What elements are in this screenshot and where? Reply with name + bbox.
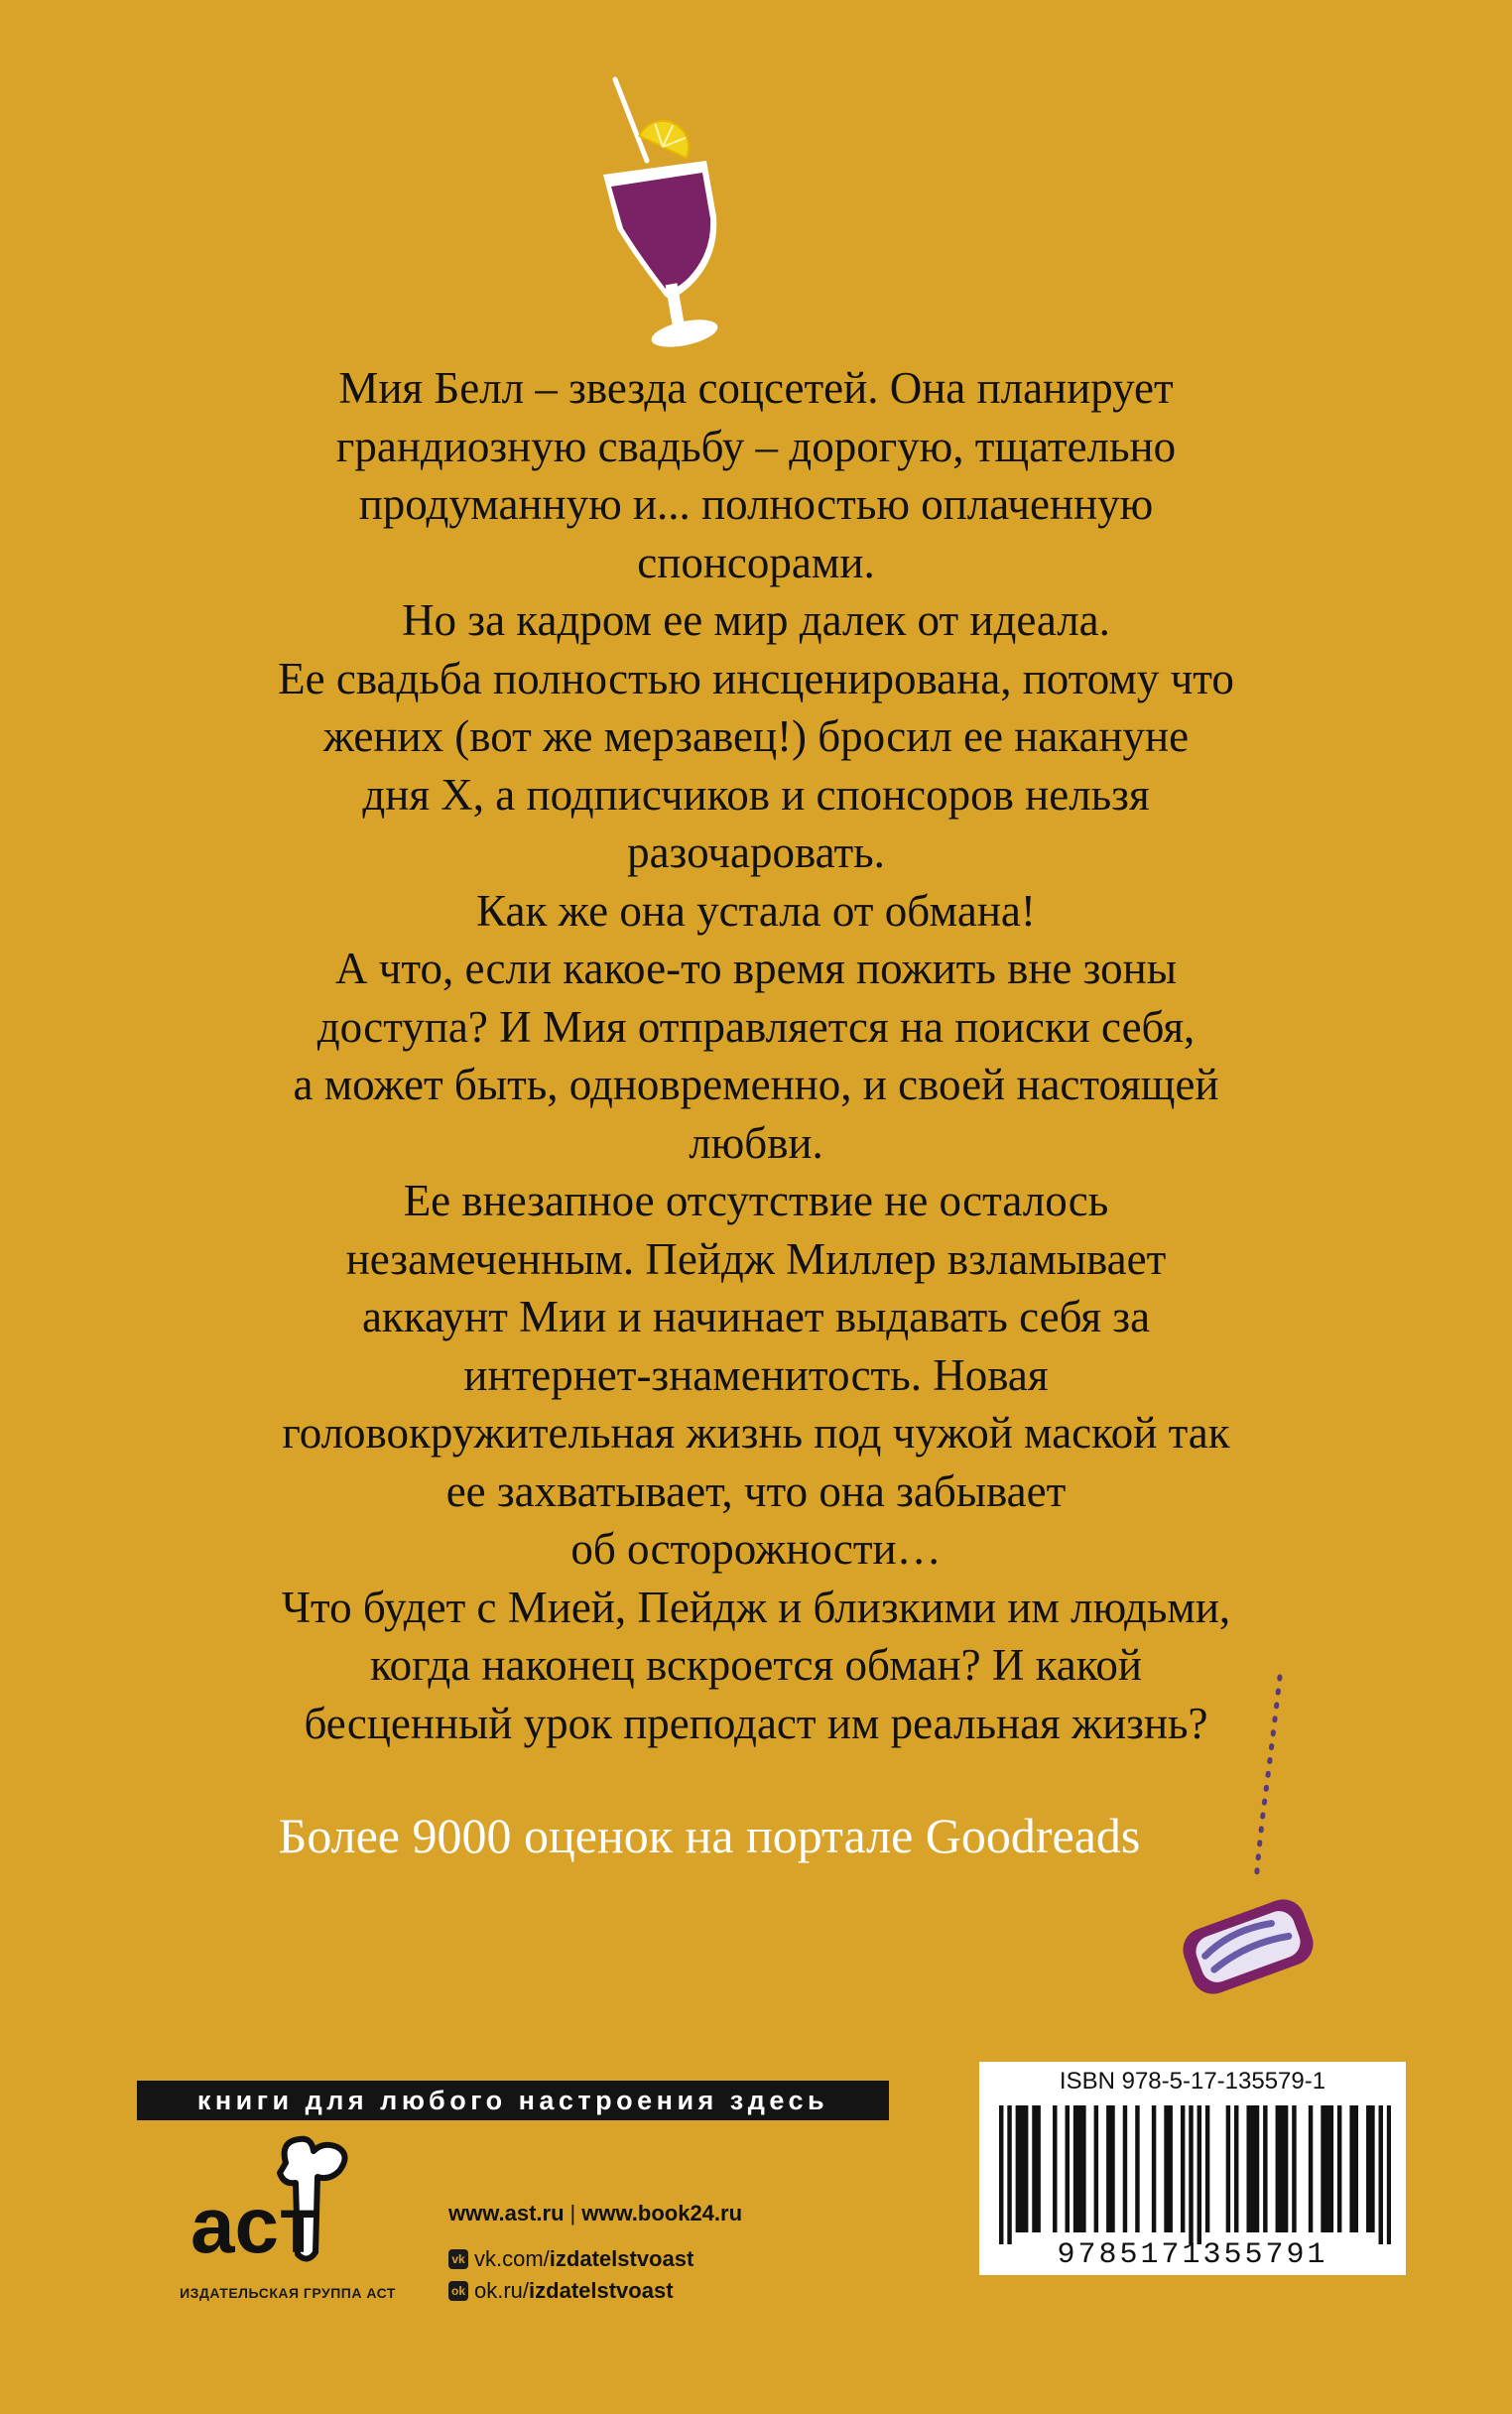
blurb-line: интернет-знаменитость. Новая (463, 1349, 1049, 1400)
isbn-digits: 9785171355791 (1057, 2238, 1328, 2272)
barcode-bar (1053, 2105, 1057, 2232)
blurb-line: Что будет с Мией, Пейдж и близкими им людьми, (281, 1582, 1231, 1632)
ok-prefix: ok.ru/ (474, 2278, 530, 2303)
ok-link-row[interactable] (448, 2275, 742, 2307)
isbn-barcode-box (979, 2062, 1406, 2275)
blurb-line: ее захватывает, что она забывает (445, 1465, 1067, 1516)
barcode-bar (1007, 2105, 1011, 2244)
barcode-bar (1110, 2105, 1114, 2232)
barcode-bar (1016, 2105, 1020, 2232)
barcode-bar (1255, 2105, 1259, 2232)
barcode-bar (1349, 2105, 1353, 2232)
barcode-bar (1106, 2105, 1110, 2232)
barcode-bar (1309, 2105, 1313, 2232)
barcode-bar (1226, 2105, 1230, 2232)
barcode-bar (1276, 2105, 1280, 2232)
blurb-line: об осторожности… (570, 1524, 942, 1574)
barcode-bar (1152, 2105, 1156, 2232)
barcode-bar (1234, 2105, 1238, 2232)
barcode-bar (1168, 2105, 1172, 2232)
barcode-bar (1081, 2105, 1085, 2232)
blurb-line: головокружительная жизнь под чужой маской так (282, 1408, 1230, 1458)
blurb-line: грандиозную свадьбу – дорогую, тщательно (335, 421, 1177, 471)
barcode-bar (1024, 2105, 1028, 2232)
publisher-links (448, 2198, 742, 2307)
barcode-bar (1077, 2105, 1081, 2232)
barcode-bar (1324, 2105, 1328, 2232)
barcode-bar (1246, 2105, 1250, 2232)
barcode-bar (1020, 2105, 1024, 2232)
blurb-line: дня Х, а подписчиков и спонсоров нельзя (362, 769, 1150, 820)
blurb-line: незамеченным. Пейдж Миллер взламывает (345, 1233, 1167, 1284)
ok-icon: ok (448, 2281, 468, 2301)
barcode-bar (1370, 2105, 1374, 2232)
blurb-line: Но за кадром ее мир далек от идеала. (402, 595, 1110, 645)
blurb-text (69, 359, 1443, 1752)
blurb-line: Ее свадьба полностью инсценирована, потому что (278, 653, 1234, 703)
cocktail-illustration (585, 69, 764, 367)
vk-link-row[interactable] (448, 2243, 742, 2275)
website-link-ast[interactable]: www.ast.ru (448, 2201, 565, 2225)
barcode-bar (1094, 2105, 1098, 2232)
barcode-graphic (999, 2105, 1391, 2244)
blurb-line: когда наконец вскроется обман? И какой (370, 1640, 1142, 1690)
blurb-line: Ее внезапное отсутствие не осталось (403, 1176, 1109, 1225)
vk-icon: vk (448, 2249, 468, 2269)
blurb-line: разочаровать. (627, 827, 885, 877)
vk-handle: izdatelstvoast (549, 2246, 694, 2271)
barcode-bar (1197, 2105, 1201, 2244)
blurb-line: Мия Белл – звезда соцсетей. Она планирует (338, 363, 1174, 413)
barcode-bar (1123, 2105, 1127, 2232)
barcode-bar (1366, 2105, 1370, 2232)
blurb-line: доступа? И Мия отправляется на поиски себя, (316, 1001, 1196, 1052)
blurb-line: любви. (689, 1117, 823, 1168)
ast-logo (189, 2133, 377, 2282)
blurb-line: бесценный урок преподаст им реальная жизнь? (304, 1698, 1208, 1748)
blurb-line: Как же она устала от обмана! (476, 885, 1036, 936)
website-link-book24[interactable]: www.book24.ru (581, 2201, 743, 2225)
barcode-bar (1251, 2105, 1255, 2232)
barcode-bar (1292, 2105, 1296, 2232)
blurb-line: аккаунт Мии и начинает выдавать себя за (361, 1292, 1151, 1341)
barcode-bar (1073, 2105, 1077, 2232)
phone-illustration (1161, 1657, 1329, 1994)
barcode-bar (1066, 2105, 1070, 2232)
blurb-line: жених (вот же мерзавец!) бросил ее накануне (322, 711, 1190, 761)
barcode-bar (1036, 2105, 1040, 2232)
website-row (448, 2198, 742, 2229)
barcode-bar (1164, 2105, 1168, 2232)
blurb-line: а может быть, одновременно, и своей настоящей (293, 1060, 1219, 1109)
barcode-bar (1032, 2105, 1036, 2232)
goodreads-rating-text: Более 9000 оценок на портале Goodreads (278, 1808, 1141, 1863)
barcode-bar (1379, 2105, 1383, 2244)
barcode-bar (1263, 2105, 1267, 2232)
barcode-bar (1387, 2105, 1391, 2244)
ok-handle: izdatelstvoast (529, 2278, 674, 2303)
isbn-label: ISBN 978-5-17-135579-1 (1059, 2068, 1326, 2095)
barcode-bar (1354, 2105, 1358, 2232)
barcode-bar (1280, 2105, 1284, 2232)
publisher-caption: ИЗДАТЕЛЬСКАЯ ГРУППА АСТ (180, 2285, 396, 2301)
blurb-line: А что, если какое-то время пожить вне зоны (335, 944, 1177, 993)
barcode-bar (1337, 2105, 1341, 2232)
barcode-bar (1135, 2105, 1139, 2232)
blurb-line: спонсорами. (637, 537, 875, 587)
link-separator: | (569, 2201, 576, 2225)
barcode-bar (1189, 2105, 1193, 2244)
barcode-bar (1321, 2105, 1324, 2232)
vk-prefix: vk.com/ (474, 2246, 550, 2271)
logo-text: аст (190, 2181, 318, 2269)
barcode-bar (1205, 2105, 1209, 2232)
barcode-bar (1181, 2105, 1185, 2232)
blurb-line: продуманную и... полностью оплаченную (358, 479, 1154, 529)
barcode-bar (999, 2105, 1003, 2244)
barcode-bar (1329, 2105, 1333, 2232)
tagline-bar: книги для любого настроения здесь (137, 2081, 889, 2120)
barcode-bar (1284, 2105, 1288, 2232)
